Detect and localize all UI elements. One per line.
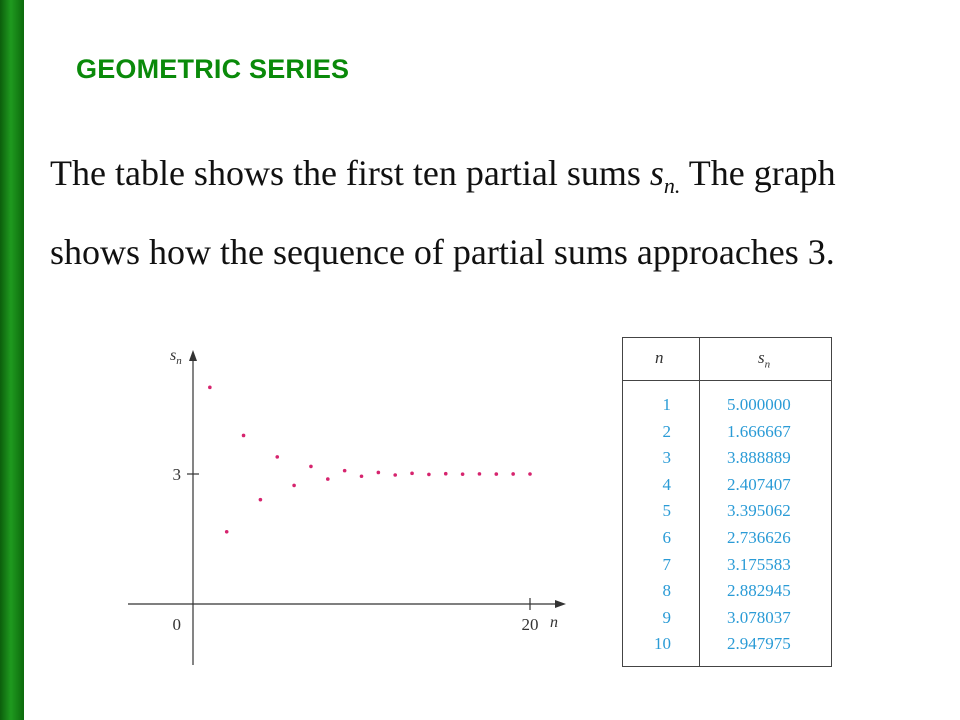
data-point xyxy=(393,473,397,477)
data-point xyxy=(511,472,515,476)
table-cell-n: 2 xyxy=(662,421,671,441)
data-point xyxy=(461,472,465,476)
table-header-sn xyxy=(758,348,770,370)
x-axis-label: n xyxy=(550,614,558,631)
table-cell-n: 10 xyxy=(654,634,671,654)
table-cell-n: 9 xyxy=(662,607,671,627)
table-column-sn xyxy=(727,392,791,658)
data-point xyxy=(225,530,229,534)
partial-sums-table xyxy=(622,337,832,667)
body-text-variable: s xyxy=(649,153,664,193)
table-cell-sn: 2.736626 xyxy=(727,527,791,547)
table-header-s-subscript: n xyxy=(764,358,771,371)
data-point xyxy=(410,472,414,476)
chart-axes xyxy=(128,358,560,665)
table-cell-sn: 5.000000 xyxy=(727,395,791,414)
data-point xyxy=(292,484,296,488)
data-point xyxy=(495,472,499,476)
table-header-n: n xyxy=(655,348,664,367)
data-point xyxy=(377,471,381,475)
table-cell-sn: 3.078037 xyxy=(727,607,791,627)
data-point xyxy=(326,477,330,481)
chart-ticks xyxy=(187,474,530,610)
table-header-s: s xyxy=(758,348,765,367)
table-cell-n: 6 xyxy=(662,527,671,547)
table-cell-sn: 2.882945 xyxy=(727,581,791,601)
slide-title: GEOMETRIC SERIES xyxy=(76,54,350,84)
table-cell-sn: 1.666667 xyxy=(727,421,791,441)
body-text-part2: The graph shows how the sequence of partial sums approaches 3. xyxy=(50,153,836,273)
body-text-subscript: n. xyxy=(663,173,681,199)
y-axis-label: $s_n$ xyxy=(170,347,182,367)
table-cell-sn: 3.888889 xyxy=(727,448,791,468)
data-point xyxy=(275,455,279,459)
table-cell-n: 4 xyxy=(662,474,671,494)
table-cell-n: 7 xyxy=(662,554,671,574)
data-point xyxy=(208,386,212,390)
data-point xyxy=(478,472,482,476)
data-point xyxy=(444,472,448,476)
table-column-divider xyxy=(699,338,700,666)
table-cell-sn: 3.175583 xyxy=(727,554,791,574)
data-point xyxy=(242,434,246,438)
chart-points xyxy=(208,386,532,534)
data-point xyxy=(343,469,347,473)
table-cell-sn: 2.407407 xyxy=(727,474,791,494)
table-cell-n: 5 xyxy=(662,501,671,521)
table-cell-sn: 2.947975 xyxy=(727,634,791,654)
x-axis-arrow-icon xyxy=(555,600,566,608)
data-point xyxy=(528,472,532,476)
y-axis-arrow-icon xyxy=(189,350,197,361)
table-column-n xyxy=(623,392,671,658)
data-point xyxy=(259,498,263,502)
table-cell-n: 3 xyxy=(662,448,671,468)
chart-labels xyxy=(170,347,558,634)
body-text-part1: The table shows the first ten partial sums xyxy=(50,153,650,193)
x-tick-label: 0 xyxy=(172,615,181,634)
table-cell-sn: 3.395062 xyxy=(727,501,791,521)
x-tick-label: 20 xyxy=(521,615,539,634)
table-cell-n: 1 xyxy=(662,395,671,414)
data-point xyxy=(360,474,364,478)
y-tick-label: 3 xyxy=(172,465,181,484)
table-cell-n: 8 xyxy=(662,581,671,601)
data-point xyxy=(309,465,313,469)
data-point xyxy=(427,473,431,477)
